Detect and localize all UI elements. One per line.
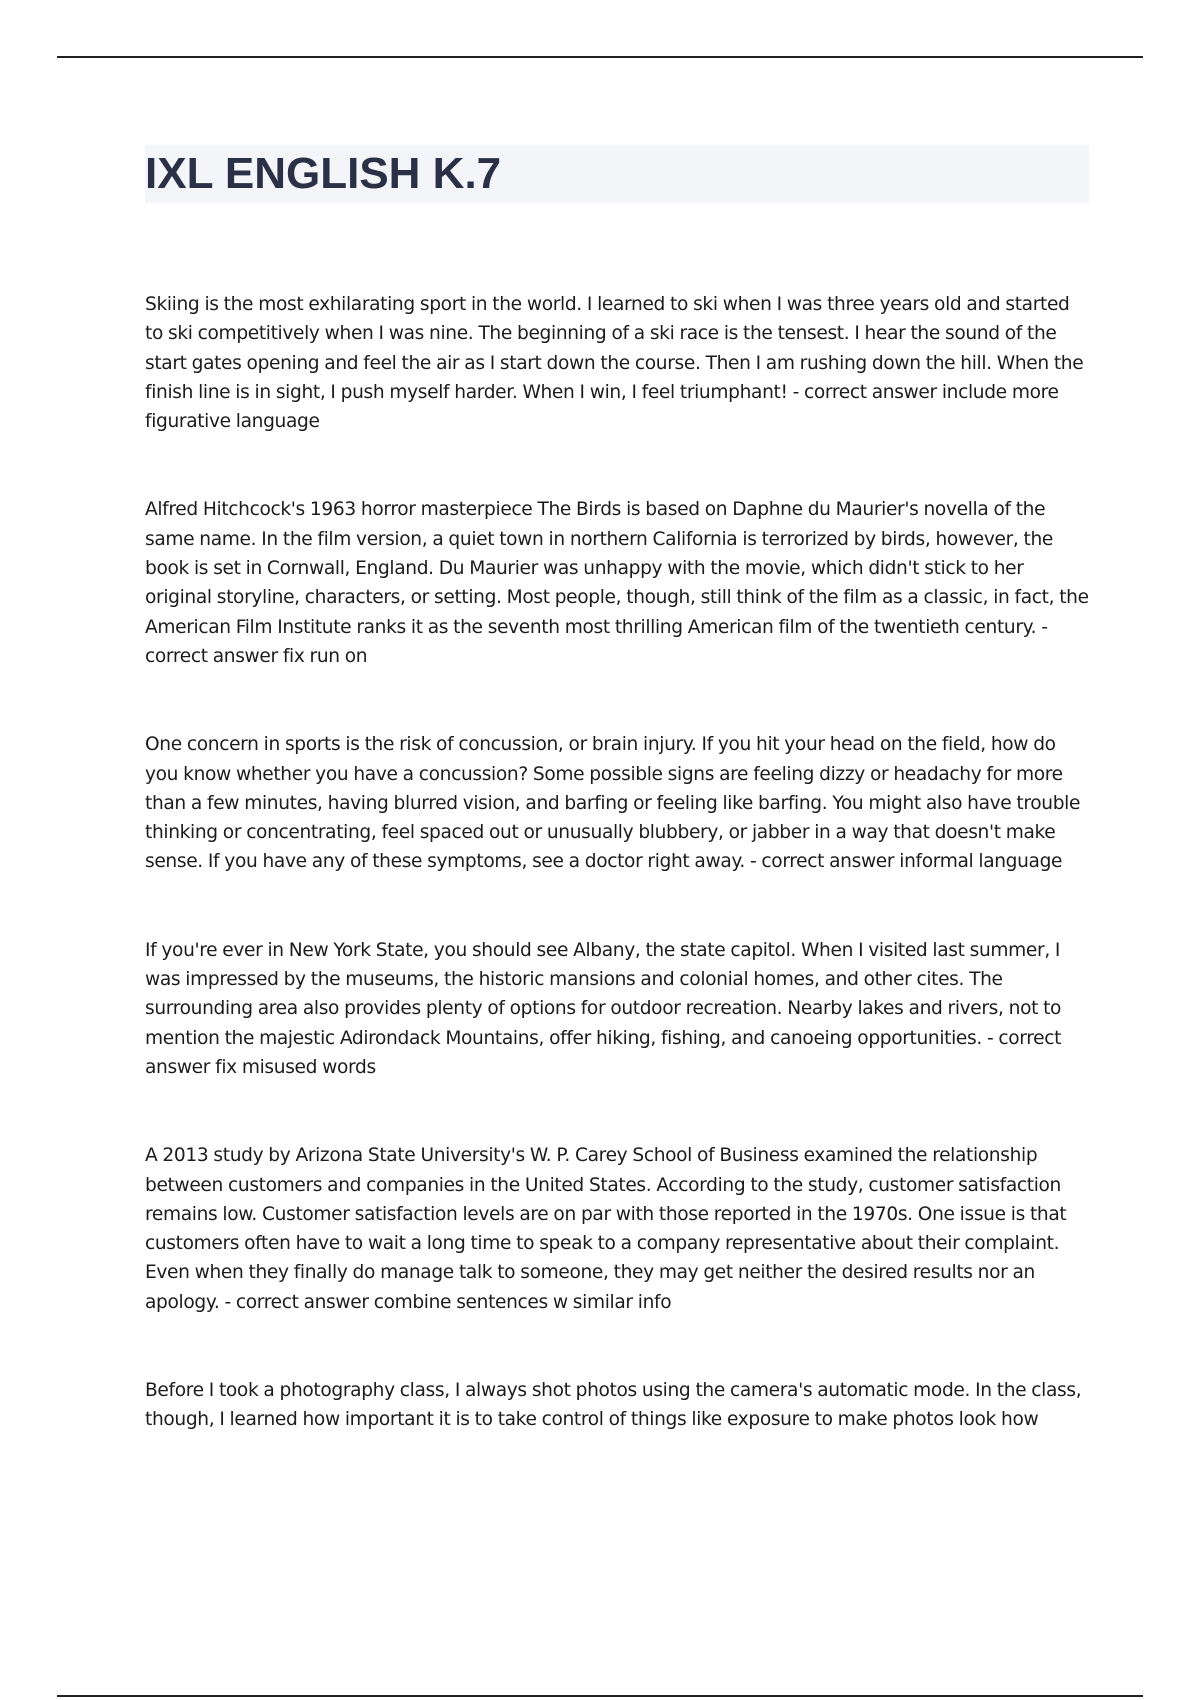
question-answer-1: Skiing is the most exhilarating sport in the world. I learned to ski when I was three years old and started to ski competitively when I was nine. The beginning of a ski race is the tensest. I hear the sound of the start gates opening and feel the air as I start down the course. Then I am rushing down the hill. When the finish line is in sight, I push myself harder. When I win, I feel triumphant! - correct answer include more figurative language	[145, 294, 1084, 433]
top-rule	[57, 56, 1143, 58]
question-answer-4: If you're ever in New York State, you should see Albany, the state capitol. When I visited last summer, I was impressed by the museums, the historic mansions and colonial homes, and other cites. The surrounding area also provides plenty of options for outdoor recreation. Nearby lakes and rivers, not to mention the majestic Adirondack Mountains, offer hiking, fishing, and canoeing opportunities. - correct answer fix misused words	[145, 939, 1062, 1078]
page-title: IXL ENGLISH K.7	[145, 149, 502, 198]
question-answer-6: Before I took a photography class, I always shot photos using the camera's automatic mode. In the class, though, I learned how important it is to take control of things like exposure to make photos look how	[145, 1380, 1082, 1431]
document-body	[145, 290, 1090, 1494]
question-answer-5: A 2013 study by Arizona State University's W. P. Carey School of Business examined the relationship between customers and companies in the United States. According to the study, customer satisfaction remains low. Customer satisfaction levels are on par with those reported in the 1970s. One issue is that customers often have to wait a long time to speak to a company representative about their complaint. Even when they finally do manage talk to someone, they may get neither the desired results nor an apology. - correct answer combine sentences w similar info	[145, 1145, 1067, 1313]
bottom-rule	[57, 1695, 1143, 1697]
question-answer-2: Alfred Hitchcock's 1963 horror masterpiece The Birds is based on Daphne du Maurier's novella of the same name. In the film version, a quiet town in northern California is terrorized by birds, however, the book is set in Cornwall, England. Du Maurier was unhappy with the movie, which didn't stick to her original storyline, characters, or setting. Most people, though, still think of the film as a classic, in fact, the American Film Institute ranks it as the seventh most thrilling American film of the twentieth century. - correct answer fix run on	[145, 499, 1089, 667]
question-answer-3: One concern in sports is the risk of concussion, or brain injury. If you hit your head on the field, how do you know whether you have a concussion? Some possible signs are feeling dizzy or headachy for more than a few minutes, having blurred vision, and barfing or feeling like barfing. You might also have trouble thinking or concentrating, feel spaced out or unusually blubbery, or jabber in a way that doesn't make sense. If you have any of these symptoms, see a doctor right away. - correct answer informal language	[145, 734, 1081, 873]
